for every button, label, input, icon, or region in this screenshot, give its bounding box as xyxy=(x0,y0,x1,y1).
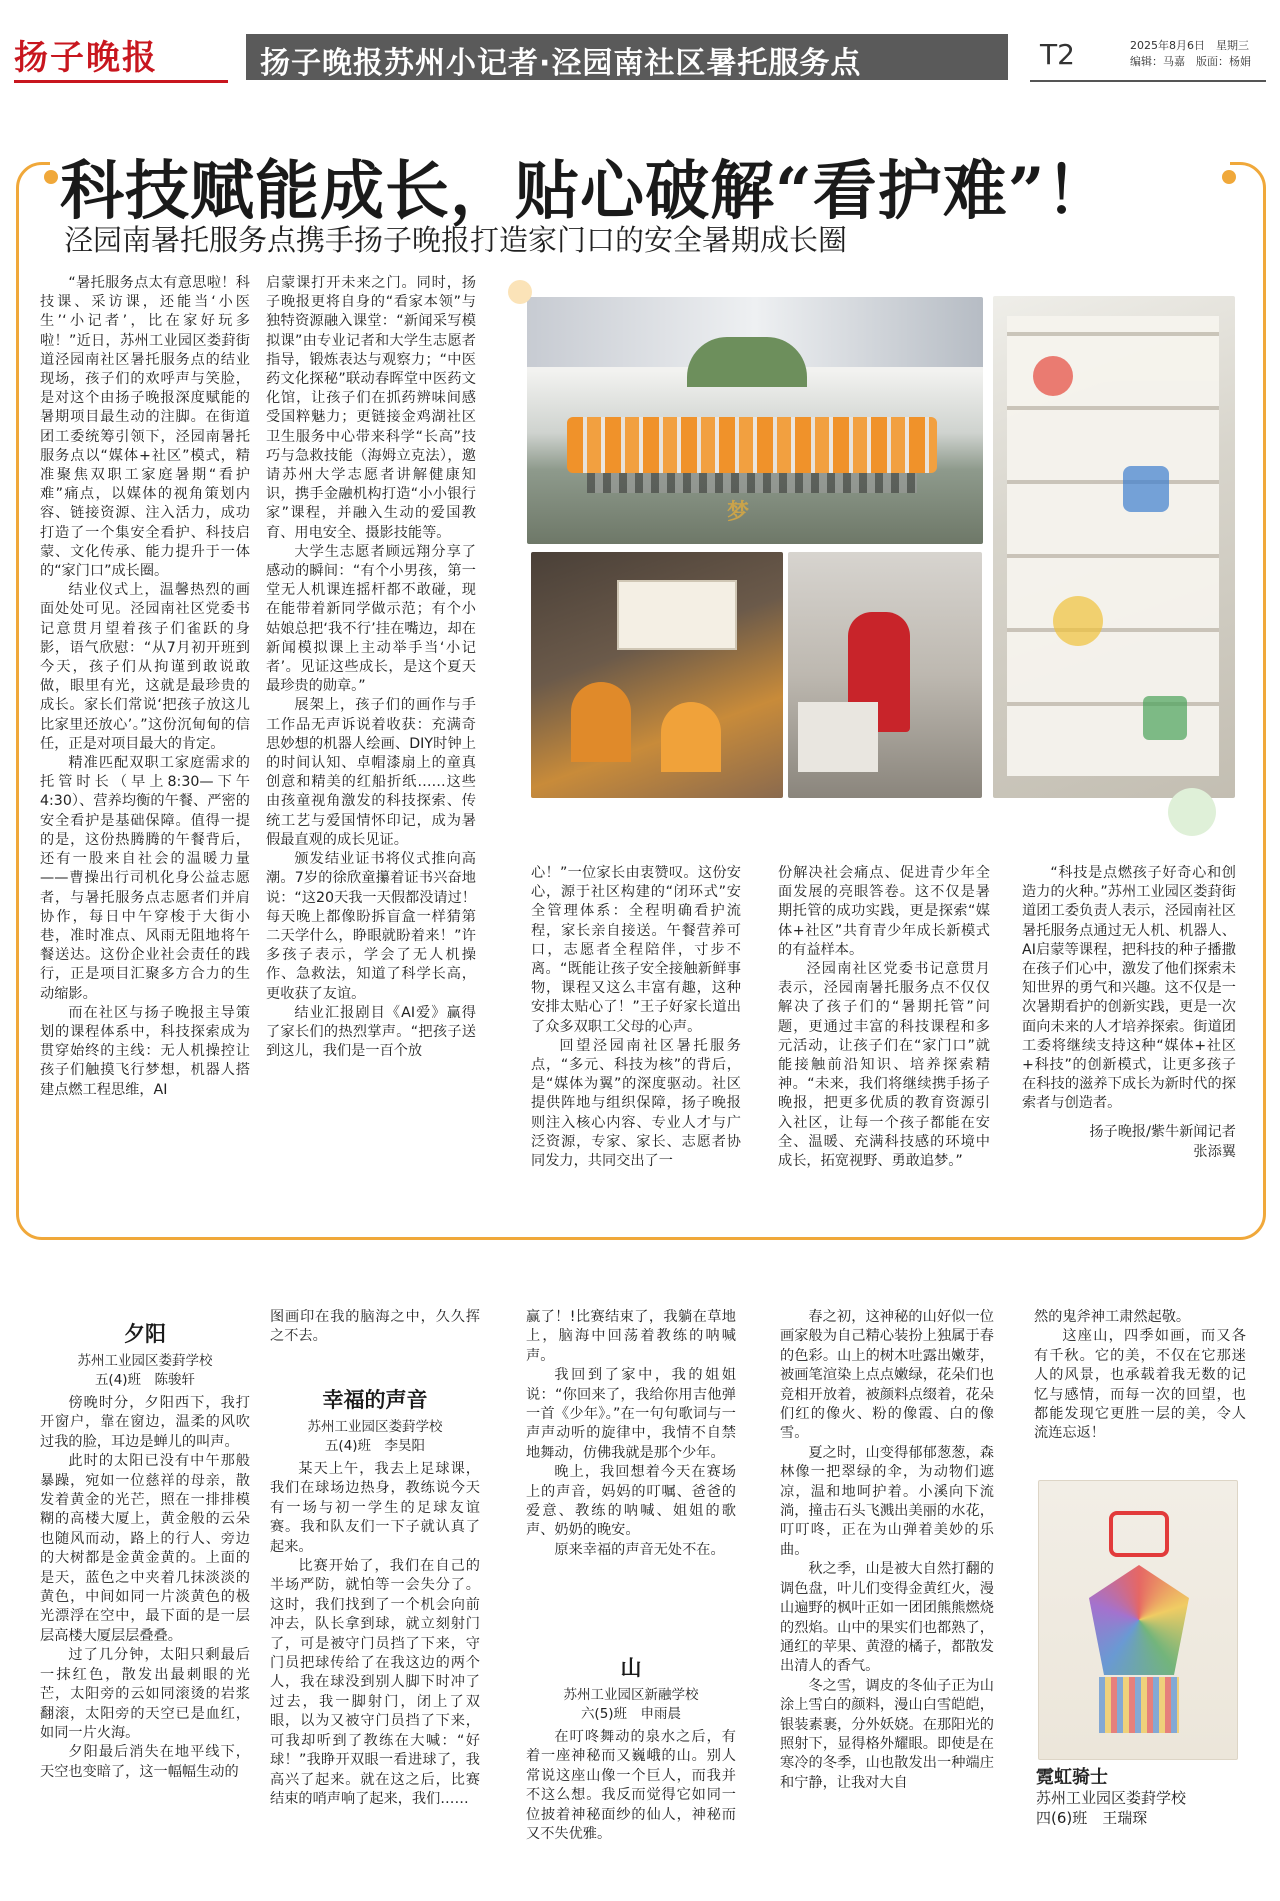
frame-dot-right xyxy=(1222,170,1236,184)
drawing-accent xyxy=(1123,466,1169,512)
paragraph: 而在社区与扬子晚报主导策划的课程体系中，科技探索成为贯穿始终的主线：无人机操控让孩子们触摸飞行梦想，机器人搭建点燃工程思维，AI xyxy=(40,1004,250,1098)
paragraph: 秋之季，山是被大自然打翻的调色盘，叶儿们变得金黄红火，漫山遍野的枫叶正如一团团熊熊燃烧的烈焰。山中的果实们也都熟了，通红的苹果、黄澄的橘子，都散发出清人的香气。 xyxy=(780,1561,994,1675)
piece-author: 六(5)班 申雨晨 xyxy=(580,1706,682,1722)
paragraph: 结业仪式上，温馨热烈的画面处处可见。泾园南社区党委书记意贯月望着孩子们雀跃的身影，语气欣慰：“从7月初开班到今天，孩子们从拘谨到敢说敢做，眼里有光，这就是最珍贵的成长。家长们常说‘把孩子放这儿比家里还放心’。”这份沉甸甸的信任，正是对项目最大的肯定。 xyxy=(40,582,250,752)
piece-happy-sound xyxy=(270,1384,480,1809)
paragraph: 份解决社会痛点、促进青少年全面发展的亮眼答卷。这不仅是暑期托管的成功实践，更是探索“媒体+社区”共育青少年成长新模式的有益样本。 xyxy=(778,865,990,958)
paragraph: 春之初，这神秘的山好似一位画家般为自己精心装扮上独属于春的色彩。山上的树木吐露出嫩芽，被画笔渲染上点点嫩绿，花朵们也竞相开放着，被颜料点缀着，花朵们红的像火、粉的像霞、白的像雪。 xyxy=(780,1309,994,1442)
child-orange-shirt xyxy=(661,702,721,772)
paragraph: 冬之雪，调皮的冬仙子正为山涂上雪白的颜料，漫山白雪皑皑，银装素裹，分外妖娆。在那阳光的照射下，显得格外耀眼。即使是在寒冷的冬季，山也散发出一种端庄和宁静，让我对大自 xyxy=(780,1677,994,1791)
paragraph: 原来幸福的声音无处不在。 xyxy=(554,1541,725,1558)
article-column-5 xyxy=(1022,864,1236,1162)
group-photo xyxy=(527,297,983,544)
piece-mountain-continued xyxy=(780,1308,994,1793)
header-rule xyxy=(1030,80,1266,82)
page-code: T2 xyxy=(1040,38,1075,71)
paragraph: 比赛开始了，我们在自己的半场严防，就怕等一会失分了。这时，我们找到了一个机会向前冲去，队长拿到球，就立刻射门了，可是被守门员挡了下来，守门员把球传给了在我这边的两个人，我在球没到别人脚下时冲了过去，我一脚射门，闭上了双眼，以为又被守门员挡了下来，可我却听到了教练在大喊：“好球！”我睁开双眼一看进球了，我高兴了起来。就在这之后，比赛结束的哨声响了起来，我们…… xyxy=(270,1558,480,1807)
paragraph: 夕阳最后消失在地平线下，天空也变暗了，这一幅幅生动的 xyxy=(40,1744,250,1780)
paragraph: 此时的太阳已没有中午那般暴躁，宛如一位慈祥的母亲，散发着黄金的光芒，照在一排排模糊的高楼大厦上，黄金般的云朵也随风而动，路上的行人、旁边的大树都是金黄金黄的。上面的是天，蓝色之中夹着几抹淡淡的黄色，中间如同一片淡黄色的极光漂浮在空中，最下面的是一层层高楼大厦层层叠叠。 xyxy=(40,1453,250,1644)
article-column-4 xyxy=(778,864,990,1171)
paragraph: 大学生志愿者顾远翔分享了感动的瞬间：“有个小男孩，第一堂无人机课连摇杆都不敢碰，现在能带着新同学做示范；有个小姑娘总把‘我不行’挂在嘴边，却在新闻模拟课上主动举手当‘小记者’。见证这些成长，是这个夏天最珍贵的勋章。” xyxy=(266,543,476,695)
byline-name: 张添翼 xyxy=(1193,1143,1236,1160)
frame-dot-left xyxy=(44,170,58,184)
article-column-1 xyxy=(40,274,250,1100)
paragraph: 结业汇报剧目《AI爱》赢得了家长们的热烈掌声。“把孩子送到这儿，我们是一百个放 xyxy=(266,1004,476,1060)
piece-title: 幸福的声音 xyxy=(322,1388,428,1412)
piece-mountain-end xyxy=(1034,1308,1246,1444)
drawing-author: 四(6)班 王瑞琛 xyxy=(1036,1809,1148,1827)
piece-school: 苏州工业园区娄葑学校 xyxy=(307,1419,443,1435)
classroom-photo xyxy=(531,552,783,798)
piece-school: 苏州工业园区娄葑学校 xyxy=(77,1353,213,1369)
projection-screen xyxy=(617,580,737,650)
reporter-byline xyxy=(1022,1122,1236,1162)
paragraph: 我回到了家中，我的姐姐说：“你回来了，我给你用吉他弹一首《少年》。”在一句句歌词与一声声动听的旋律中，我情不自禁地舞动，仿佛我就是那个少年。 xyxy=(526,1367,736,1461)
paragraph: 精准匹配双职工家庭需求的托管时长（早上8:30—下午4:30）、营养均衡的午餐、严密的安全看护是基础保障。值得一提的是，这份热腾腾的午餐背后，还有一股来自社会的温暖力量——曹操出行司机化身公益志愿者，与暑托服务点志愿者们并肩协作，每日中午穿梭于大街小巷，准时准点、风雨无阻地将午餐送达。这份企业社会责任的践行，正是项目汇聚多方合力的生动缩影。 xyxy=(40,755,250,1002)
piece-author: 五(4)班 陈骏轩 xyxy=(94,1372,196,1388)
knight-helmet xyxy=(1109,1511,1169,1557)
photo-tree xyxy=(687,337,807,387)
section-banner: 扬子晚报苏州小记者·泾园南社区暑托服务点 xyxy=(246,34,1008,80)
paragraph: 图画印在我的脑海之中，久久挥之不去。 xyxy=(270,1309,480,1345)
neon-knight-drawing xyxy=(1038,1480,1238,1760)
article-headline: 科技赋能成长，贴心破解“看护难”！ xyxy=(60,154,1111,229)
floor-watermark: 梦 xyxy=(727,500,750,525)
deco-circle xyxy=(1168,788,1216,836)
drawing-accent xyxy=(1143,696,1187,740)
paragraph: 过了几分钟，太阳只剩最后一抹红色，散发出最刺眼的光芒，太阳旁的云如同滚烫的岩浆翻滚，太阳旁的天空已是血红，如同一片火海。 xyxy=(40,1647,250,1741)
paragraph: 这座山，四季如画，而又各有千秋。它的美，不仅在它那迷人的风景，也承载着我无数的记忆与感情，而每一次的回望，也都能发现它更胜一层的美，令人流连忘返！ xyxy=(1034,1328,1246,1442)
paragraph: 展架上，孩子们的画作与手工作品无声诉说着收获：充满奇思妙想的机器人绘画、DIY时钟上的时间认知、卓帽漆扇上的童真创意和精美的红船折纸……这些由孩童视角激发的科技探索、传统工艺与爱国情怀印记，成为暑假最直观的成长见证。 xyxy=(266,697,476,848)
piece-title: 夕阳 xyxy=(124,1322,166,1346)
piece-school: 苏州工业园区新融学校 xyxy=(563,1687,699,1703)
piece-sunset-tail xyxy=(270,1308,480,1347)
paragraph: 晚上，我回想着今天在赛场上的声音，妈妈的叮嘱、爸爸的爱意、教练的呐喊、姐姐的歌声、奶奶的晚安。 xyxy=(526,1464,736,1539)
drawing-accent xyxy=(1033,356,1073,396)
newspaper-logo: 扬子晚报 xyxy=(14,38,158,78)
piece-body xyxy=(270,1460,480,1809)
table-papers xyxy=(798,702,878,772)
piece-author: 五(4)班 李昊阳 xyxy=(324,1438,426,1454)
deco-circle xyxy=(508,280,532,304)
paragraph: 赢了！!比赛结束了，我躺在草地上，脑海中回荡着教练的呐喊声。 xyxy=(526,1309,736,1364)
paragraph: “科技是点燃孩子好奇心和创造力的火种。”苏州工业园区娄葑街道团工委负责人表示，泾园南社区暑托服务点通过无人机、机器人、AI启蒙等课程，把科技的种子播撒在孩子们心中，激发了他们探索未知世界的勇气和兴趣。这不仅是一次暑期看护的创新实践，更是一次面向未来的人才培养探索。街道团工委将继续支持这种“媒体+社区+科技”的创新模式，让更多孩子在科技的滋养下成长为新时代的探索者与创造者。 xyxy=(1022,865,1236,1112)
paragraph: 傍晚时分，夕阳西下，我打开窗户，靠在窗边，温柔的风吹过我的脸，耳边是蝉儿的叫声。 xyxy=(40,1395,250,1450)
children-row xyxy=(567,417,937,473)
piece-mountain xyxy=(526,1652,736,1844)
paragraph: “暑托服务点太有意思啦！科技课、采访课，还能当‘小医生’‘小记者’，比在家好玩多啦！”近日，苏州工业园区娄葑街道泾园南社区暑托服务点的结业现场，孩子们的欢呼声与笑脸，是对这个由扬子晚报深度赋能的暑期项目最生动的注脚。在街道团工委统筹引领下，泾园南暑托服务点以“媒体+社区”模式，精准聚焦双职工家庭暑期“看护难”痛点，以媒体的视角策划内容、链接资源、注入活力，成功打造了一个集安全看护、科技启蒙、文化传承、能力提升于一体的“家门口”成长圈。 xyxy=(40,275,250,580)
article-subtitle: 泾园南暑托服务点携手扬子晚报打造家门口的安全暑期成长圈 xyxy=(64,223,848,257)
workshop-photo xyxy=(788,552,982,798)
drawings-display-photo xyxy=(993,296,1235,798)
piece-sunset xyxy=(40,1318,250,1782)
article-column-3 xyxy=(531,864,741,1171)
paragraph: 回望泾园南社区暑托服务点，“多元、科技为核”的背后，是“媒体为翼”的深度驱动。社区提供阵地与组织保障，扬子晚报则注入核心内容、专业人才与广泛资源，专家、家长、志愿者协同发力，共同交出了一 xyxy=(531,1037,741,1170)
knight-body xyxy=(1089,1565,1189,1675)
paragraph: 泾园南社区党委书记意贯月表示，泾园南暑托服务点不仅仅解决了孩子们的“暑期托管”问题，更通过丰富的科技课程和多元活动，让孩子们在“家门口”就能接触前沿知识、培养探索精神。“未来，我们将继续携手扬子晚报，把更多优质的教育资源引入社区，让每一个孩子都能在安全、温暖、充满科技感的环境中成长，拓宽视野、勇敢追梦。” xyxy=(778,961,990,1170)
paragraph: 然的鬼斧神工肃然起敬。 xyxy=(1034,1309,1191,1325)
date-line: 2025年8月6日 星期三 xyxy=(1130,39,1249,52)
piece-title: 山 xyxy=(620,1656,642,1680)
piece-happy-continued xyxy=(526,1308,736,1560)
piece-body xyxy=(40,1394,250,1782)
children-legs xyxy=(587,473,917,493)
paragraph: 某天上午，我去上足球课，我们在球场边热身，教练说今天有一场与初一学生的足球友谊赛。我和队友们一下子就认真了起来。 xyxy=(270,1461,480,1555)
drawing-accent xyxy=(1053,596,1103,646)
paragraph: 心！”一位家长由衷赞叹。这份安心，源于社区构建的“闭环式”安全管理体系：全程明确看护流程，家长亲自接送。午餐营养可口，志愿者全程陪伴，寸步不离。“既能让孩子安全接触新鲜事物，课程又这么丰富有趣，这种安排太贴心了！”王子好家长道出了众多双职工父母的心声。 xyxy=(531,865,741,1035)
paragraph: 颁发结业证书将仪式推向高潮。7岁的徐欣童攥着证书兴奋地说：“这20天我一天假都没请过！每天晚上都像盼拆盲盒一样猜第二天学什么，睁眼就盼着来！”许多孩子表示，学会了无人机操作、急救法，知道了科学长高，更收获了友谊。 xyxy=(266,851,476,1002)
paragraph: 夏之时，山变得郁郁葱葱，森林像一把翠绿的伞，为动物们遮凉，温和地呵护着。小溪向下流淌，撞击石头飞溅出美丽的水花，叮叮咚，正在为山弹着美妙的乐曲。 xyxy=(780,1444,994,1558)
publication-info xyxy=(1130,38,1251,70)
article-column-2 xyxy=(266,274,476,1061)
editors-line: 编辑：马嘉 版面：杨娟 xyxy=(1130,55,1251,68)
paragraph: 启蒙课打开未来之门。同时，扬子晚报更将自身的“看家本领”与独特资源融入课堂：“新闻采写模拟课”由专业记者和大学生志愿者指导，锻炼表达与观察力；“中医药文化探秘”联动春晖堂中医药文化馆，让孩子们在抓药辨味间感受国粹魅力；更链接金鸡湖社区卫生服务中心带来科学“长高”技巧与急救技能（海姆立克法），邀请苏州大学志愿者讲解健康知识，携手金融机构打造“小小银行家”课程，并融入生动的爱国教育、用电安全、摄影技能等。 xyxy=(266,275,476,541)
paragraph: 在叮咚舞动的泉水之后，有着一座神秘而又巍峨的山。别人常说这座山像一个巨人，而我并不这么想。我反而觉得它如同一位披着神秘面纱的仙人，神秘而又不失优雅。 xyxy=(526,1729,736,1843)
logo-rule xyxy=(14,80,228,83)
knight-legs xyxy=(1099,1677,1179,1733)
child-orange-shirt xyxy=(571,682,631,762)
drawing-caption xyxy=(1036,1768,1246,1828)
byline-outlet: 扬子晚报/紫牛新闻记者 xyxy=(1089,1123,1236,1140)
drawing-title: 霓虹骑士 xyxy=(1036,1767,1108,1788)
piece-body xyxy=(526,1728,736,1844)
drawing-school: 苏州工业园区娄葑学校 xyxy=(1036,1789,1187,1807)
